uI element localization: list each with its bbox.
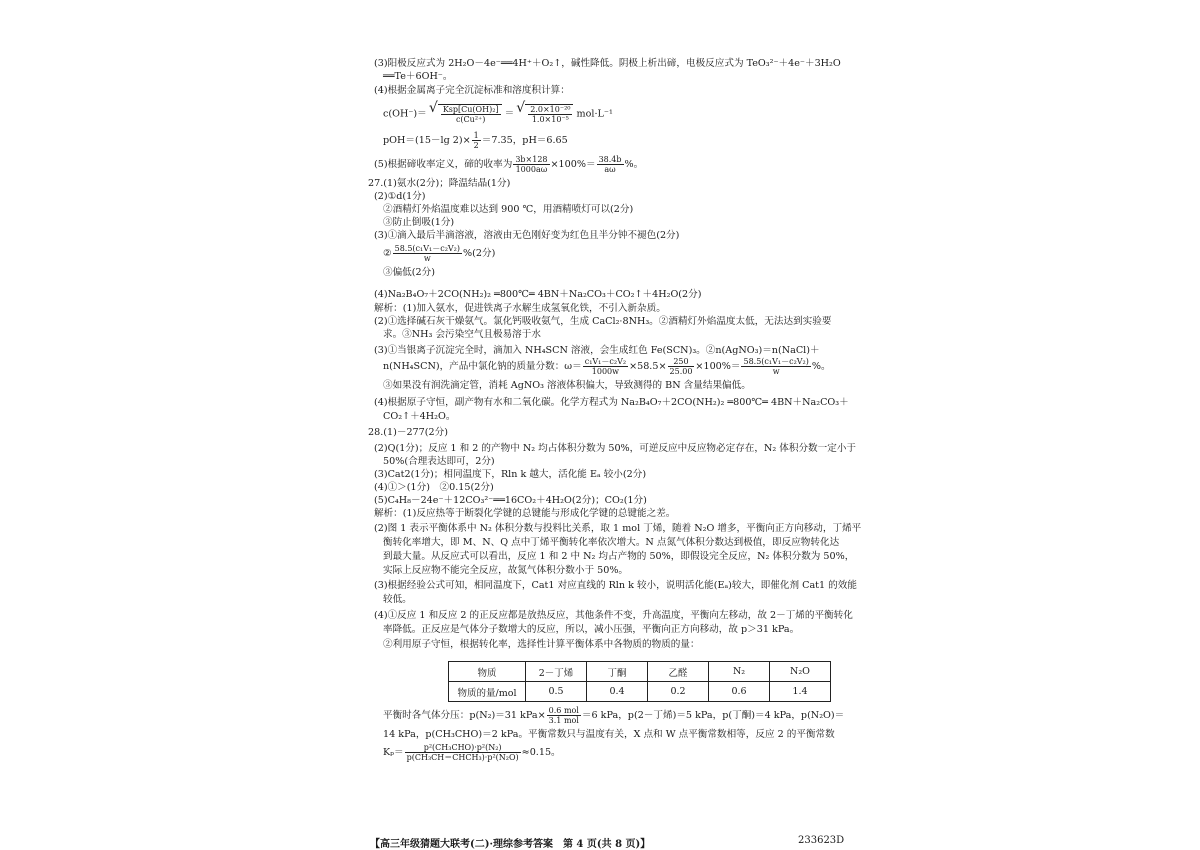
document-code: 233623D bbox=[798, 835, 845, 846]
text-line: ③防止倒吸(1分) bbox=[383, 217, 455, 228]
text-line: ②利用原子守恒，根据转化率，选择性计算平衡体系中各物质的物质的量： bbox=[383, 639, 700, 650]
table-header-cell: 丁酮 bbox=[587, 662, 648, 682]
table-cell: 0.6 bbox=[709, 682, 770, 702]
text-line: (4)①＞(1分) ②0.15(2分) bbox=[374, 482, 494, 493]
table-header-cell: N₂ bbox=[709, 662, 770, 682]
text-line: (4)Na₂B₄O₇＋2CO(NH₂)₂ ═800℃═ 4BN＋Na₂CO₃＋CO₂↑＋4H₂O(2分) bbox=[374, 289, 702, 300]
formula-pressure: 平衡时各气体分压：p(N₂)＝31 kPa× $\frac{\text{0.6 mol}}{\text{3.1 mol}}$ ＝6 kPa，p(2－丁烯)＝5 kPa，p(丁酮)＝4 kPa，p(N₂O)＝ bbox=[383, 706, 845, 725]
table-cell: 物质的量/mol bbox=[449, 682, 526, 702]
text-line: 求。③NH₃ 会污染空气且极易溶于水 bbox=[383, 329, 541, 340]
text-line: 衡转化率增大，即 M、N、Q 点中丁烯平衡转化率依次增大。N 点氮气体积分数达到极值，即反应物转化达 bbox=[383, 537, 840, 548]
text-line: 较低。 bbox=[383, 594, 412, 605]
text-line: 率降低。正反应是气体分子数增大的反应，所以，减小压强，平衡向正方向移动，故 p＞31 kPa。 bbox=[383, 624, 800, 635]
table-header-cell: N₂O bbox=[770, 662, 831, 682]
text-line: 到最大量。从反应式可以看出，反应 1 和 2 中 N₂ 均占产物的 50%，即假设完全反应，N₂ 体积分数为 50%， bbox=[383, 551, 855, 562]
text-line: (4)根据金属离子完全沉淀标准和溶度积计算： bbox=[374, 85, 570, 96]
text-line: 实际上反应物不能完全反应，故氮气体积分数小于 50%。 bbox=[383, 565, 629, 576]
text-line: 解析：(1)反应热等于断裂化学键的总键能与形成化学键的总键能之差。 bbox=[374, 508, 676, 519]
text-line: ③如果没有润洗滴定管，消耗 AgNO₃ 溶液体积偏大，导致测得的 BN 含量结果偏低。 bbox=[383, 380, 751, 391]
formula-q3: ② $\frac{\text{58.5(c₁V₁－c₂V₂)}}{w}$ %(2分) bbox=[383, 244, 496, 263]
table-header-cell: 2－丁烯 bbox=[526, 662, 587, 682]
text-line: CO₂↑＋4H₂O。 bbox=[383, 411, 456, 422]
text-line: (3)阳极反应式为 2H₂O－4e⁻══4H⁺＋O₂↑，碱性降低。阴极上析出碲，电极反应式为 TeO₃²⁻＋4e⁻＋3H₂O bbox=[374, 58, 841, 69]
table-header-row bbox=[449, 662, 831, 682]
text-line: (2)①选择碱石灰干燥氨气。氯化钙吸收氨气，生成 CaCl₂·8NH₃。②酒精灯外焰温度太低，无法达到实验要 bbox=[374, 316, 832, 327]
formula-ph: pOH＝(15－lg 2)× $\frac{1}{2}$ ＝7.35，pH＝6.65 bbox=[383, 131, 568, 150]
text-line: 28.(1)－277(2分) bbox=[368, 427, 448, 438]
text-line: (2)Q(1分)；反应 1 和 2 的产物中 N₂ 均占体积分数为 50%，可逆反应中反应物必定存在，N₂ 体积分数一定小于 bbox=[374, 443, 857, 454]
table-cell: 0.4 bbox=[587, 682, 648, 702]
text-line: (5)C₄H₈－24e⁻＋12CO₃²⁻══16CO₂＋4H₂O(2分)；CO₂(1分) bbox=[374, 495, 647, 506]
text-line: (3)Cat2(1分)；相同温度下，Rln k 越大，活化能 Eₐ 较小(2分) bbox=[374, 469, 647, 480]
table-cell: 0.2 bbox=[648, 682, 709, 702]
table-row bbox=[449, 682, 831, 702]
text-line: (2)①d(1分) bbox=[374, 191, 426, 202]
text-line: (3)①滴入最后半滴溶液，溶液由无色刚好变为红色且半分钟不褪色(2分) bbox=[374, 230, 680, 241]
text-line: ══Te＋6OH⁻。 bbox=[383, 71, 453, 82]
formula-kp: Kₚ＝ $\frac{\text{p²(CH₃CHO)·p²(N₂)}}{\text{p(CH₃CH＝CHCH₃)·p²(N₂O)}}$ ≈0.15。 bbox=[383, 743, 561, 762]
substance-table bbox=[448, 661, 831, 702]
text-line: ②酒精灯外焰温度难以达到 900 ℃，用酒精喷灯可以(2分) bbox=[383, 204, 634, 215]
text-line: (2)图 1 表示平衡体系中 N₂ 体积分数与投料比关系，取 1 mol 丁烯，随着 N₂O 增多，平衡向正方向移动，丁烯平 bbox=[374, 523, 862, 534]
text-line: ③偏低(2分) bbox=[383, 267, 435, 278]
text-line: (4)根据原子守恒，副产物有水和二氧化碳。化学方程式为 Na₂B₄O₇＋2CO(NH₂)₂ ═800℃═ 4BN＋Na₂CO₃＋ bbox=[374, 397, 849, 408]
formula-yield: (5)根据碲收率定义，碲的收率为 $\frac{3b\times 128}{1000a\omega}$ ×100%＝ $\frac{38.4b}{a\omega}$ %。 bbox=[374, 155, 644, 174]
table-header-cell: 乙醛 bbox=[648, 662, 709, 682]
text-line: (3)根据经验公式可知，相同温度下，Cat1 对应直线的 Rln k 较小，说明活化能(Eₐ)较大，即催化剂 Cat1 的效能 bbox=[374, 580, 857, 591]
text-line: 解析：(1)加入氨水，促进铁离子水解生成氢氧化铁，不引入新杂质。 bbox=[374, 303, 666, 314]
text-line: (3)①当银离子沉淀完全时，滴加入 NH₄SCN 溶液，会生成红色 Fe(SCN)₃。②n(AgNO₃)＝n(NaCl)＋ bbox=[374, 345, 820, 356]
text-line: 14 kPa，p(CH₃CHO)＝2 kPa。平衡常数只与温度有关，X 点和 W 点平衡常数相等，反应 2 的平衡常数 bbox=[383, 729, 835, 740]
text-line: 50%(合理表达即可，2分) bbox=[383, 456, 495, 467]
formula-analysis: n(NH₄SCN)，产品中氯化钠的质量分数：ω＝ $\frac{\text{c₁V₁－c₂V₂}}{1000w}$ ×58.5× $\frac{250}{25.00}$ ×100%＝ $\frac{\text{58.5(c₁V₁－c₂V₂)}}{w}$ %。 bbox=[383, 357, 831, 376]
table-cell: 1.4 bbox=[770, 682, 831, 702]
text-line: (4)①反应 1 和反应 2 的正反应都是放热反应，其他条件不变，升高温度，平衡向左移动，故 2－丁烯的平衡转化 bbox=[374, 610, 853, 621]
table-header-cell: 物质 bbox=[449, 662, 526, 682]
table-cell: 0.5 bbox=[526, 682, 587, 702]
formula-oh: c(OH⁻)＝ √ $\frac{\text{Ksp[Cu(OH)₂]}}{\text{c(Cu²⁺)}}$ ＝ √ $\frac{\text{2.0×10⁻²⁰}}{\text{1.0×10⁻⁵}}$ mol·L⁻¹ bbox=[383, 104, 613, 124]
page-footer: 【高三年级猜题大联考(二)·理综参考答案 第 4 页(共 8 页)】 bbox=[370, 839, 651, 850]
text-line: 27.(1)氨水(2分)；降温结晶(1分) bbox=[368, 178, 511, 189]
